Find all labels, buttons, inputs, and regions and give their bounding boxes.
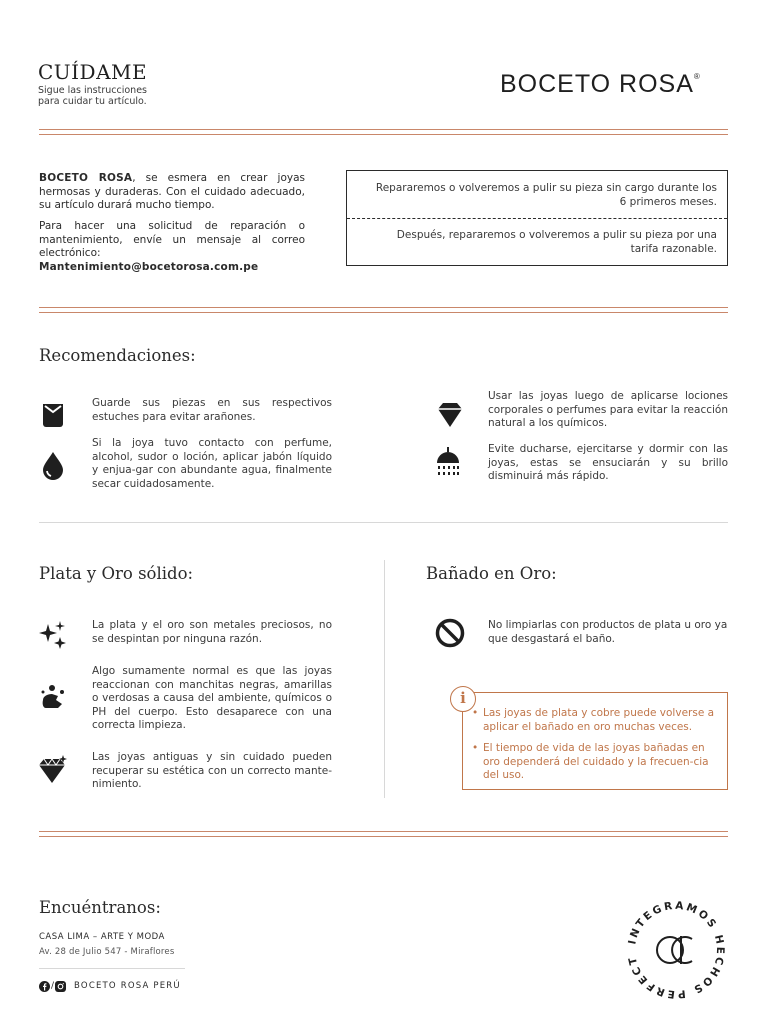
pouch-icon xyxy=(38,400,68,430)
intro-text: , se esmera en crear joyas hermosas y duraderas. Con el cuidado adecuado, su artículo durará mucho tiempo. xyxy=(39,172,305,211)
brand-seal xyxy=(624,898,728,1002)
svg-text:INTEGRAMOS HECHOS PERFECTOS xyxy=(624,898,726,1000)
info-icon: i xyxy=(450,686,476,712)
social-handle[interactable]: BOCETO ROSA PERÚ xyxy=(74,981,181,991)
bullet-mark: • xyxy=(472,707,479,719)
vertical-divider xyxy=(384,560,385,798)
recommendation-text: Usar las joyas luego de aplicarse lociones corporales o perfumes para evitar la reacción natural a los químicos. xyxy=(488,390,728,429)
bullet-mark: • xyxy=(472,742,479,754)
info-callout xyxy=(462,692,728,790)
email-link[interactable]: Mantenimiento@bocetorosa.com.pe xyxy=(39,260,259,273)
logo-text: BOCETO ROSA xyxy=(500,70,694,98)
store-address: Av. 28 de Julio 547 - Miraflores xyxy=(39,947,175,957)
facebook-icon[interactable] xyxy=(39,977,50,996)
brand-logo xyxy=(500,70,701,99)
diamond-icon xyxy=(435,400,465,430)
shower-icon xyxy=(433,447,463,477)
info-text: Las joyas antiguas y sin cuidado pueden recuperar su estética con un correcto mante-nimiento. xyxy=(92,751,332,790)
intro-brand: BOCETO ROSA xyxy=(39,172,133,184)
recommendation-text: Guarde sus piezas en sus respectivos estuches para evitar arañones. xyxy=(92,397,332,423)
section-heading: Recomendaciones: xyxy=(39,346,196,365)
bullet-text: Las joyas de plata y cobre puede volverse a aplicar el bañado en oro muchas veces. xyxy=(483,707,715,733)
sparkles-icon xyxy=(38,620,68,650)
prohibited-icon xyxy=(435,618,465,648)
section-heading: Plata y Oro sólido: xyxy=(39,564,194,583)
intro-paragraph xyxy=(39,172,305,213)
contact-text: Para hacer una solicitud de reparación o mantenimiento, envíe un mensaje al correo electrónico: xyxy=(39,220,305,259)
page-subtitle xyxy=(38,85,168,107)
subtitle-line: para cuidar tu artículo. xyxy=(38,96,147,107)
subtitle-line: Sigue las instrucciones xyxy=(38,85,147,96)
callout-bullet xyxy=(472,707,715,734)
info-text: No limpiarlas con productos de plata u oro ya que desgastará el baño. xyxy=(488,619,728,645)
divider xyxy=(39,307,728,313)
info-text: Algo sumamente normal es que las joyas reaccionan con manchitas negras, amarillas o verdosas a causa del ambiente, químicos o PH del cuerpo. Esto desaparece con una correcta limpieza. xyxy=(92,665,332,731)
section-heading: Bañado en Oro: xyxy=(426,564,557,583)
bullet-text: El tiempo de vida de las joyas bañadas en oro dependerá del cuidado y la frecuen-cia del uso. xyxy=(483,742,709,781)
divider xyxy=(39,968,185,969)
seal-text: INTEGRAMOS HECHOS PERFECT xyxy=(626,899,727,1001)
social-separator: / xyxy=(51,981,55,991)
divider xyxy=(39,831,728,837)
warranty-box xyxy=(346,170,728,266)
dashed-divider xyxy=(347,218,727,219)
store-name: CASA LIMA – ARTE Y MODA xyxy=(39,932,165,942)
divider xyxy=(39,129,728,135)
recommendation-text: Si la joya tuvo contacto con perfume, alcohol, sudor o loción, aplicar jabón líquido y enjua-gar con abundante agua, finalmente secar cuidadosamente. xyxy=(92,437,332,490)
divider xyxy=(39,522,728,523)
contact-paragraph xyxy=(39,220,305,274)
stain-icon xyxy=(38,682,68,712)
section-heading: Encuéntranos: xyxy=(39,898,161,917)
instagram-icon[interactable] xyxy=(55,977,66,996)
drop-icon xyxy=(38,450,68,480)
shiny-diamond-icon xyxy=(38,755,68,785)
registered-mark: ® xyxy=(693,72,701,81)
warranty-line: Después, repararemos o volveremos a pulir su pieza por una tarifa razonable. xyxy=(396,229,717,255)
social-row xyxy=(39,980,181,992)
oc-monogram-icon xyxy=(657,936,692,964)
callout-bullet xyxy=(472,742,715,783)
page-title: CUÍDAME xyxy=(38,60,148,84)
info-text: La plata y el oro son metales preciosos, no se despintan por ninguna razón. xyxy=(92,619,332,645)
warranty-line: Repararemos o volveremos a pulir su pieza sin cargo durante los 6 primeros meses. xyxy=(375,182,717,208)
recommendation-text: Evite ducharse, ejercitarse y dormir con las joyas, estas se ensuciarán y su brillo disminuirá más rápido. xyxy=(488,443,728,482)
